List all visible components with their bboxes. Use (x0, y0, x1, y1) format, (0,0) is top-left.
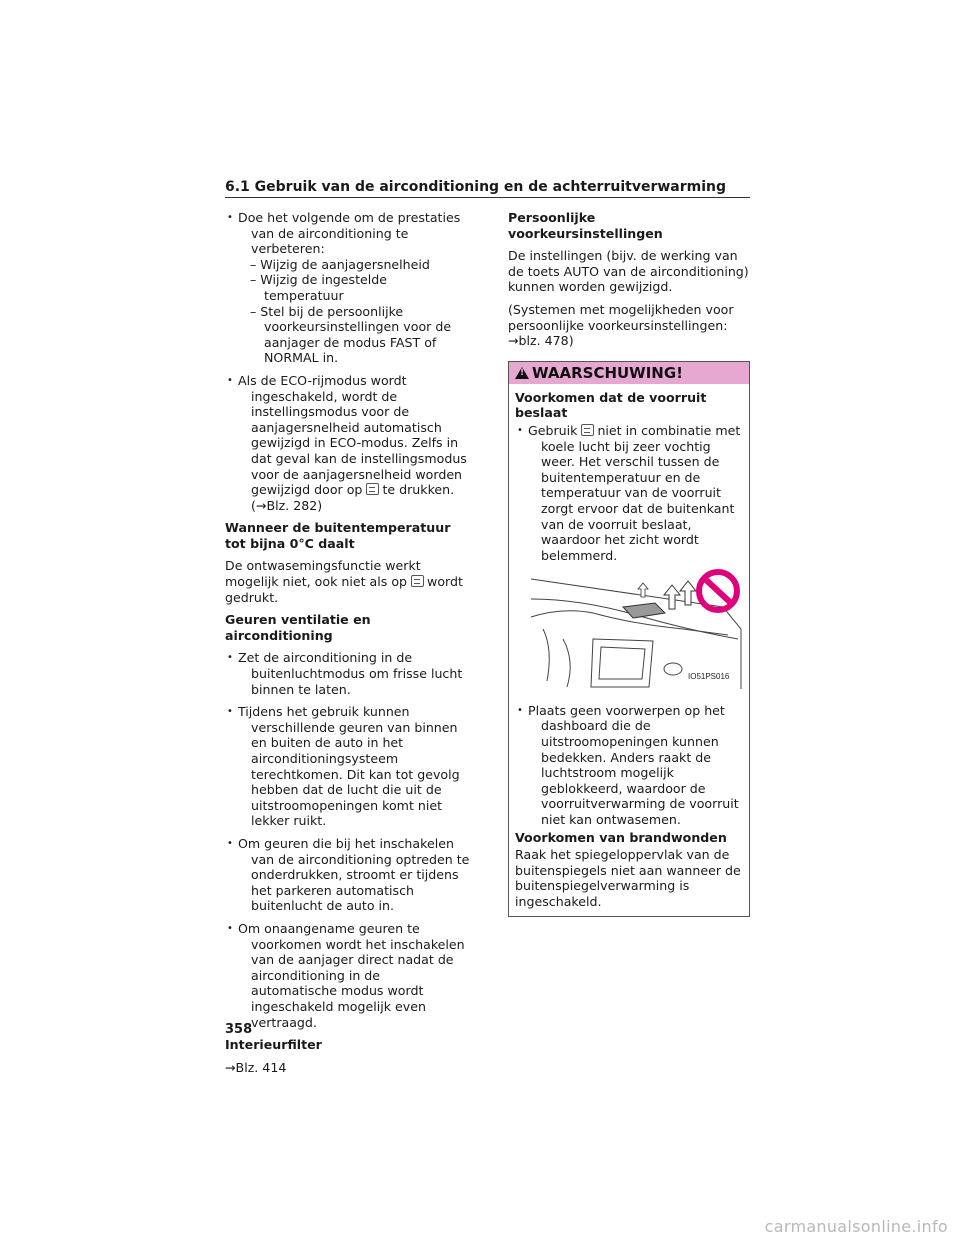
warning-triangle-icon (515, 367, 529, 379)
list-item: • Doe het volgende om de prestaties van de airconditioning te verbeteren: – Wijzig de aanjagersnelheid – Wijzig de ingestelde temperatuur – Stel bij de persoonlijke voorkeursinstellingen voor de aanjager de modus FAST of NORMAL in. (225, 210, 470, 366)
list-item: – Stel bij de persoonlijke voorkeursinstellingen voor de aanjager de modus FAST of NORMAL in. (250, 303, 452, 366)
page-number: 358 (225, 1022, 253, 1037)
left-column (225, 210, 470, 1082)
warning-header: ! WAARSCHUWING! (509, 362, 749, 384)
warning-list (515, 703, 743, 828)
list-item: • Als de ECO-rijmodus wordt ingeschakeld, wordt de instellingsmodus voor de aanjagersnelheid automatisch gewijzigd in ECO-modus. Zelfs in dat geval kan de instellingsmodus voor de aanjagersnelheid worden gewijzigd door op te drukken. (→Blz. 282) (225, 373, 470, 513)
right-column (508, 210, 750, 917)
paragraph: Raak het spiegeloppervlak van de buitenspiegels niet aan wanneer de buitenspiegelverwarming is ingeschakeld. (515, 847, 741, 909)
paragraph: De ontwasemingsfunctie werkt mogelijk niet, ook niet als op wordt gedrukt. (225, 558, 463, 605)
list-item: • Gebruik niet in combinatie met koele lucht bij zeer vochtig weer. Het verschil tussen de buitentemperatuur en de temperatuur van de voorruit zorgt ervoor dat de buitenkant van de voorruit beslaat, waardoor het zicht wordt belemmerd. (515, 423, 743, 563)
subheading: Voorkomen van brandwonden (515, 829, 727, 845)
watermark: carmanualsonline.info (764, 1217, 948, 1236)
list-item: – Wijzig de ingestelde temperatuur (250, 272, 388, 303)
list-item: • Tijdens het gebruik kunnen verschillende geuren van binnen en buiten de auto in het airconditioningsysteem terechtkomen. Dit kan tot gevolg hebben dat de lucht die uit de uitstroomopeningen komt niet lekker ruikt. (225, 704, 470, 829)
subheading: Wanneer de buitentemperatuur tot bijna 0°C daalt (225, 520, 451, 551)
figure-code: IO51PS016 (688, 672, 730, 682)
paragraph: De instellingen (bijv. de werking van de toets AUTO van de airconditioning) kunnen worden gewijzigd. (508, 248, 749, 295)
sub-list (238, 257, 470, 366)
warning-list (515, 423, 743, 563)
defog-key-icon (581, 424, 594, 436)
warning-box (508, 361, 750, 917)
tips-list (225, 210, 470, 513)
dashboard-illustration (523, 569, 748, 689)
fan-mode-key-icon (366, 483, 379, 495)
list-item: • Zet de airconditioning in de buitenluchtmodus om frisse lucht binnen te laten. (225, 650, 470, 697)
list-item: • Om onaangename geuren te voorkomen wordt het inschakelen van de aanjager direct nadat de airconditioning in de automatische modus wordt ingeschakeld mogelijk even vertraagd. (225, 921, 470, 1030)
subheading: Geuren ventilatie en airconditioning (225, 612, 371, 643)
subheading: Voorkomen dat de voorruit beslaat (515, 389, 707, 421)
list-item: • Om geuren die bij het inschakelen van de airconditioning optreden te onderdrukken, stroomt er tijdens het parkeren automatisch buitenlucht de auto in. (225, 836, 470, 914)
subheading: Interieurfilter (225, 1037, 322, 1053)
list-item: • Plaats geen voorwerpen op het dashboard die de uitstroomopeningen kunnen bedekken. Anders raakt de luchtstroom mogelijk geblokkeerd, waardoor de voorruitverwarming de voorruit niet kan ontwasemen. (515, 703, 743, 828)
paragraph: →Blz. 414 (225, 1059, 287, 1075)
list-item: – Wijzig de aanjagersnelheid (250, 256, 430, 272)
defog-key-icon (411, 575, 424, 587)
paragraph: (Systemen met mogelijkheden voor persoonlijke voorkeursinstellingen: →blz. 478) (508, 301, 734, 349)
section-header: 6.1 Gebruik van de airconditioning en de achterruitverwarming (225, 178, 750, 198)
odor-list (225, 650, 470, 1030)
subheading: Persoonlijke voorkeursinstellingen (508, 210, 663, 241)
